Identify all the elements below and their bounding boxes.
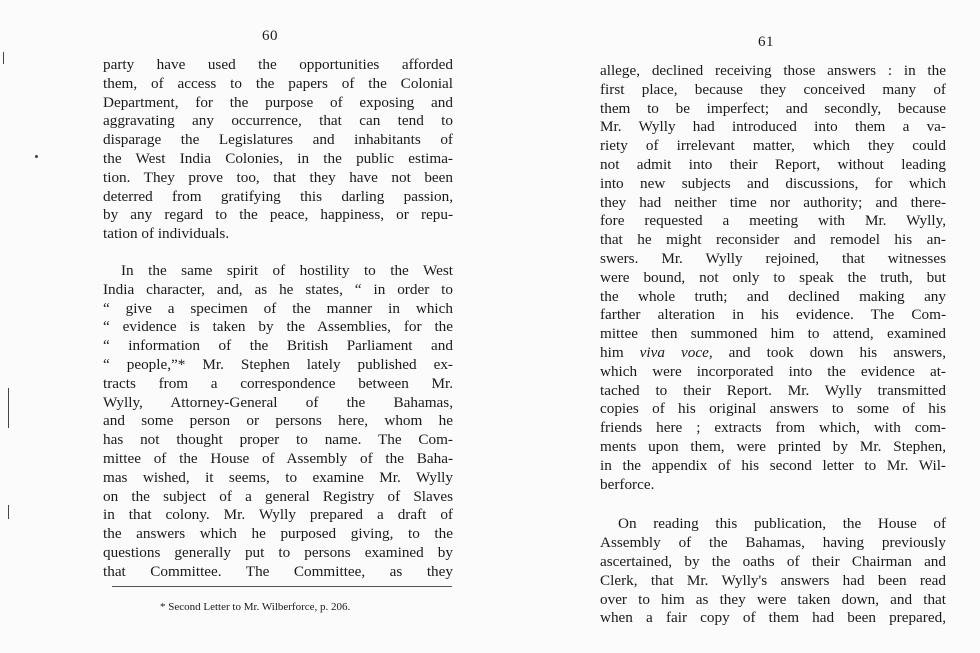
text-line: “ give a specimen of the manner in which xyxy=(103,299,453,317)
text-line: friends here ; extracts from which, with com- xyxy=(600,419,946,437)
text-line: allege, declined receiving those answers : in the xyxy=(600,62,946,79)
text-line: were bound, not only to speak the truth, but xyxy=(600,268,946,286)
left-page-text xyxy=(103,56,453,582)
footnote-rule xyxy=(112,586,452,587)
text-line: Assembly of the Bahamas, having previously xyxy=(600,534,946,552)
text-line: in that colony. Mr. Wylly prepared a draft of xyxy=(103,506,453,524)
footnote: * Second Letter to Mr. Wilberforce, p. 206. xyxy=(160,601,351,613)
text-line: tracts from a correspondence between Mr. xyxy=(103,374,453,392)
text-line: questions generally put to persons examined by xyxy=(103,543,453,561)
text-line: that he might reconsider and remodel his an- xyxy=(600,231,946,249)
text-line: over to him as they were taken down, and that xyxy=(600,590,946,608)
italic-phrase: viva voce xyxy=(639,343,709,361)
text-line: “ information of the British Parliament and xyxy=(103,337,453,355)
right-page-text xyxy=(600,62,946,628)
text-line: farther alteration in his evidence. The Com- xyxy=(600,306,946,324)
scan-mark xyxy=(8,388,9,428)
text-line: Mr. Wylly had introduced into them a va- xyxy=(600,118,946,136)
text-line: riety of irrelevant matter, which they could xyxy=(600,137,946,155)
text-line: ascertained, by the oaths of their Chairman and xyxy=(600,552,946,570)
text-line: the whole truth; and declined making any xyxy=(600,287,946,305)
text-line: disparage the Legislatures and inhabitants of xyxy=(103,131,453,149)
text-line: when a fair copy of them had been prepared, xyxy=(600,609,946,627)
text-line: In the same spirit of hostility to the West xyxy=(121,261,453,279)
paragraph-gap xyxy=(600,494,946,515)
text-line: mas wished, it seems, to examine Mr. Wylly xyxy=(103,468,453,486)
text-line: “ people,”* Mr. Stephen lately published ex- xyxy=(103,355,453,373)
text-line: berforce. xyxy=(600,475,655,493)
text-line: tion. They prove too, that they have not been xyxy=(103,168,453,186)
text-line: ments upon them, were printed by Mr. Stephen, xyxy=(600,437,946,455)
text-line: party have used the opportunities afforded xyxy=(103,56,453,73)
text-line: that Committee. The Committee, as they xyxy=(103,562,453,580)
text-line: they had neither time nor authority; and there- xyxy=(600,193,946,211)
text-line: Clerk, that Mr. Wylly's answers had been read xyxy=(600,571,946,589)
text-line: copies of his original answers to some of his xyxy=(600,400,946,418)
text-line: fore requested a meeting with Mr. Wylly, xyxy=(600,212,946,230)
page-number-left: 60 xyxy=(262,28,278,44)
text-line: into new subjects and discussions, for which xyxy=(600,174,946,192)
text-line: first place, because they conceived many of xyxy=(600,80,946,98)
text-line: by any regard to the peace, happiness, or repu- xyxy=(103,206,453,224)
text-line: On reading this publication, the House of xyxy=(618,515,946,533)
text-line: deterred from gratifying this darling passion, xyxy=(103,187,453,205)
text-line: tation of individuals. xyxy=(103,225,230,243)
text-line: Department, for the purpose of exposing and xyxy=(103,93,453,111)
text-line: Wylly, Attorney-General of the Bahamas, xyxy=(103,393,453,411)
text-line: on the subject of a general Registry of Slaves xyxy=(103,487,453,505)
text-line: “ evidence is taken by the Assemblies, for the xyxy=(103,318,453,336)
text-line: not admit into their Report, without leading xyxy=(600,155,946,173)
paragraph-gap xyxy=(103,244,453,262)
text-line: tached to their Report. Mr. Wylly transmitted xyxy=(600,381,946,399)
text-line: which were incorporated into the evidence at- xyxy=(600,362,946,380)
text-line: aggravating any occurrence, that can tend to xyxy=(103,112,453,130)
text-line: them, of access to the papers of the Colonial xyxy=(103,74,453,92)
text-line: mittee then summoned him to attend, examined xyxy=(600,325,946,343)
text-line: the West India Colonies, in the public estima- xyxy=(103,149,453,167)
text-line: the answers which he purposed giving, to the xyxy=(103,525,453,543)
text-line: them to be imperfect; and secondly, because xyxy=(600,99,946,117)
scan-mark xyxy=(35,155,38,158)
text-line: India character, and, as he states, “ in order to xyxy=(103,280,453,298)
text-line: in the appendix of his second letter to Mr. Wil- xyxy=(600,456,946,474)
text-line: has not thought proper to name. The Com- xyxy=(103,431,453,449)
scan-mark xyxy=(8,505,9,519)
scan-mark xyxy=(3,52,4,64)
text-line: him viva voce, and took down his answers, xyxy=(600,343,946,361)
text-line: swers. Mr. Wylly rejoined, that witnesses xyxy=(600,249,946,267)
page-number-right: 61 xyxy=(758,34,774,50)
text-line: and some person or persons here, whom he xyxy=(103,412,453,430)
text-line: mittee of the House of Assembly of the Baha- xyxy=(103,449,453,467)
